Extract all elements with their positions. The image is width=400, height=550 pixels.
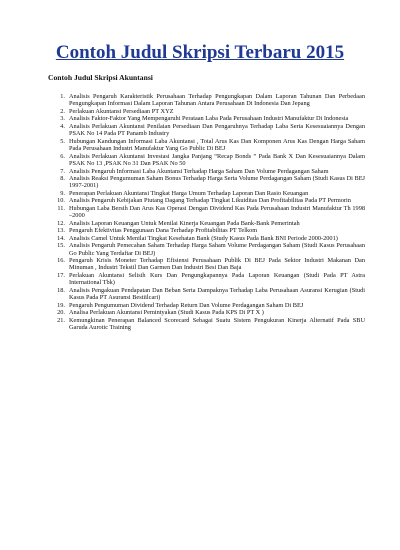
list-item-number: 5. [60,137,65,145]
list-item-number: 16. [57,256,65,264]
list-item [47,93,365,108]
list-item-text: Analisis Faktor-Faktor Yang Mempengaruhi Perataan Laba Pada Perusahaan Industri Manufaktur Di Indonesia [69,115,349,123]
list-item-number: 10. [57,197,65,205]
list-item-number: 13. [57,227,65,235]
list-item-number: 11. [57,204,65,212]
list-item [47,220,365,227]
list-item-number: 19. [57,301,65,309]
list-item-number: 14. [57,234,65,242]
list-item [47,197,365,204]
list-item-text: Analisis Camel Untuk Menilai Tingkat Kesehatan Bank (Study Kasus Pada Bank BNI Periode 2000-2001) [69,234,338,242]
list-item-text: Analisis Pengaruh Kebijakan Piutang Dagang Terhadap Tingkat Likuiditas Dan Profitabilitas Pada PT Permorin [69,197,351,205]
list-item-number: 6. [60,152,65,160]
list-item-text: Pengaruh Efektivitas Penggunaan Dana Terhadap Profitabilitas PT Telkom [69,227,258,235]
section-subtitle: Contoh Judul Skripsi Akuntansi [48,73,153,82]
list-item [47,138,365,153]
list-item [47,227,365,234]
list-item-number: 9. [60,189,65,197]
list-item-text: Analisis Perlakuan Akuntansi Investasi Jangka Panjang “Recap Bonds ” Pada Bank X Dan Kesesuaiannya Dalam PSAK No 13 ,PSAK No 31 Dan PSAK No 50 [69,152,365,168]
list-item [47,168,365,175]
list-item [47,287,365,302]
list-item-text: Analisis Pengaruh Informasi Laba Akuntansi Terhadap Harga Saham Dan Volume Perdagangan Saham [69,167,329,175]
list-item-number: 17. [57,271,65,279]
list-item-text: Perlakuan Akuntansi Persediaan PT XYZ [69,107,174,115]
list-item-number: 1. [60,93,65,100]
list-item-text: Hubungan Laba Bersih Dan Arus Kas Operasi Dengan Dividend Kas Pada Perusahaan Industri Manufaktur Th 1998 –2000 [69,204,365,220]
list-item-text: Analisis Laporan Keuangan Untuk Menilai Kinerja Keuangan Pada Bank-Bank Pemerintah [69,219,300,227]
list-item [47,257,365,272]
list-item [47,272,365,287]
list-item-text: Analisa Perlakuan Akuntansi Pemintyakan (Studi Kasus Pada KPS Di PT X ) [69,309,264,317]
list-item-text: Pengaruh Pengumuman Dividend Terhadap Return Dan Volume Perdagangan Saham Di BEJ [69,301,304,309]
list-item-number: 12. [57,219,65,227]
thesis-title-list [47,93,365,332]
list-item-text: Analisis Pengaruh Karakteristik Perusahaan Terhadap Pengungkapan Dalam Laporan Tahunan Dan Perbedaan Pengungkapan Informasi Dalam Laporan Tahunan Antara Perusahaan Di Indonesia Dan Jepang [69,93,365,108]
list-item [47,235,365,242]
list-item-number: 7. [60,167,65,175]
page-title[interactable]: Contoh Judul Skripsi Terbaru 2015 [55,42,345,63]
list-item [47,123,365,138]
list-item-text: Pengaruh Krisis Moneter Terhadap Efisiensi Perusahaan Publik Di BEJ Pada Sektor Industri Makanan Dan Minuman , Industri Tekstil Dan Garmen Dan Industri Besi Dan Baja [69,256,365,272]
list-item-text: Hubungan Kandungan Informasi Laba Akuntansi , Total Arus Kas Dan Komponen Arus Kas Dengan Harga Saham Pada Perusahaan Industri Manufaktur Yang Go Public Di BEJ [69,137,365,153]
list-item [47,115,365,122]
list-item-number: 2. [60,107,65,115]
list-item-text: Analisis Perlakuan Akuntansi Penilaian Persediaan Dan Pengaruhnya Terhadap Laba Serta Kesesuaiannya Dengan PSAK No 14 Pada PT Panamb Industry [69,122,365,138]
list-item [47,242,365,257]
list-item-text: Penerapan Perlakuan Akuntansi Tingkat Harga Umum Terhadap Laporan Dan Rasio Keuangan [69,189,309,197]
list-item-number: 18. [57,286,65,294]
list-item [47,205,365,220]
list-item [47,309,365,316]
list-item-number: 3. [60,115,65,123]
list-item-text: Analisis Pengakuan Pendapatan Dan Beban Serta Dampaknya Terhadap Laba Perusahaan Asuransi Kerugian (Studi Kasus Pada PT Asuransi Bestiilcari) [69,286,365,302]
list-item [47,108,365,115]
list-item [47,153,365,168]
list-item-number: 21. [57,316,65,324]
list-item-text: Perlakuan Akuntansi Selisih Kurs Dan Pengungkapannya Pada Laporan Keuangan (Studi Pada PT Astra International Tbk) [69,271,365,287]
list-item-text: Analisis Reaksi Pengumuman Saham Bonus Terhadap Harga Serta Volume Perdagangan Saham (Studi Kasus Di BEJ 1997-2001) [69,174,365,190]
list-item-text: Analisis Pengaruh Pemecahan Saham Terhadap Harga Saham Volume Perdagangan Saham (Studi Kasus Perusahaan Go Public Yang Terdaftar Di BEJ) [69,242,365,257]
list-item-number: 20. [57,309,65,317]
list-item-text: Kemungkinan Penerapan Balanced Scorecard Sebagai Suatu Sistem Pengukuran Kinerja Alternatif Pada SBU Garuda Aurotic Training [69,316,365,332]
list-item-number: 15. [57,242,65,250]
list-item-number: 4. [60,122,65,130]
list-item [47,317,365,332]
list-item-number: 8. [60,174,65,182]
list-item [47,190,365,197]
list-item [47,175,365,190]
list-item [47,302,365,309]
